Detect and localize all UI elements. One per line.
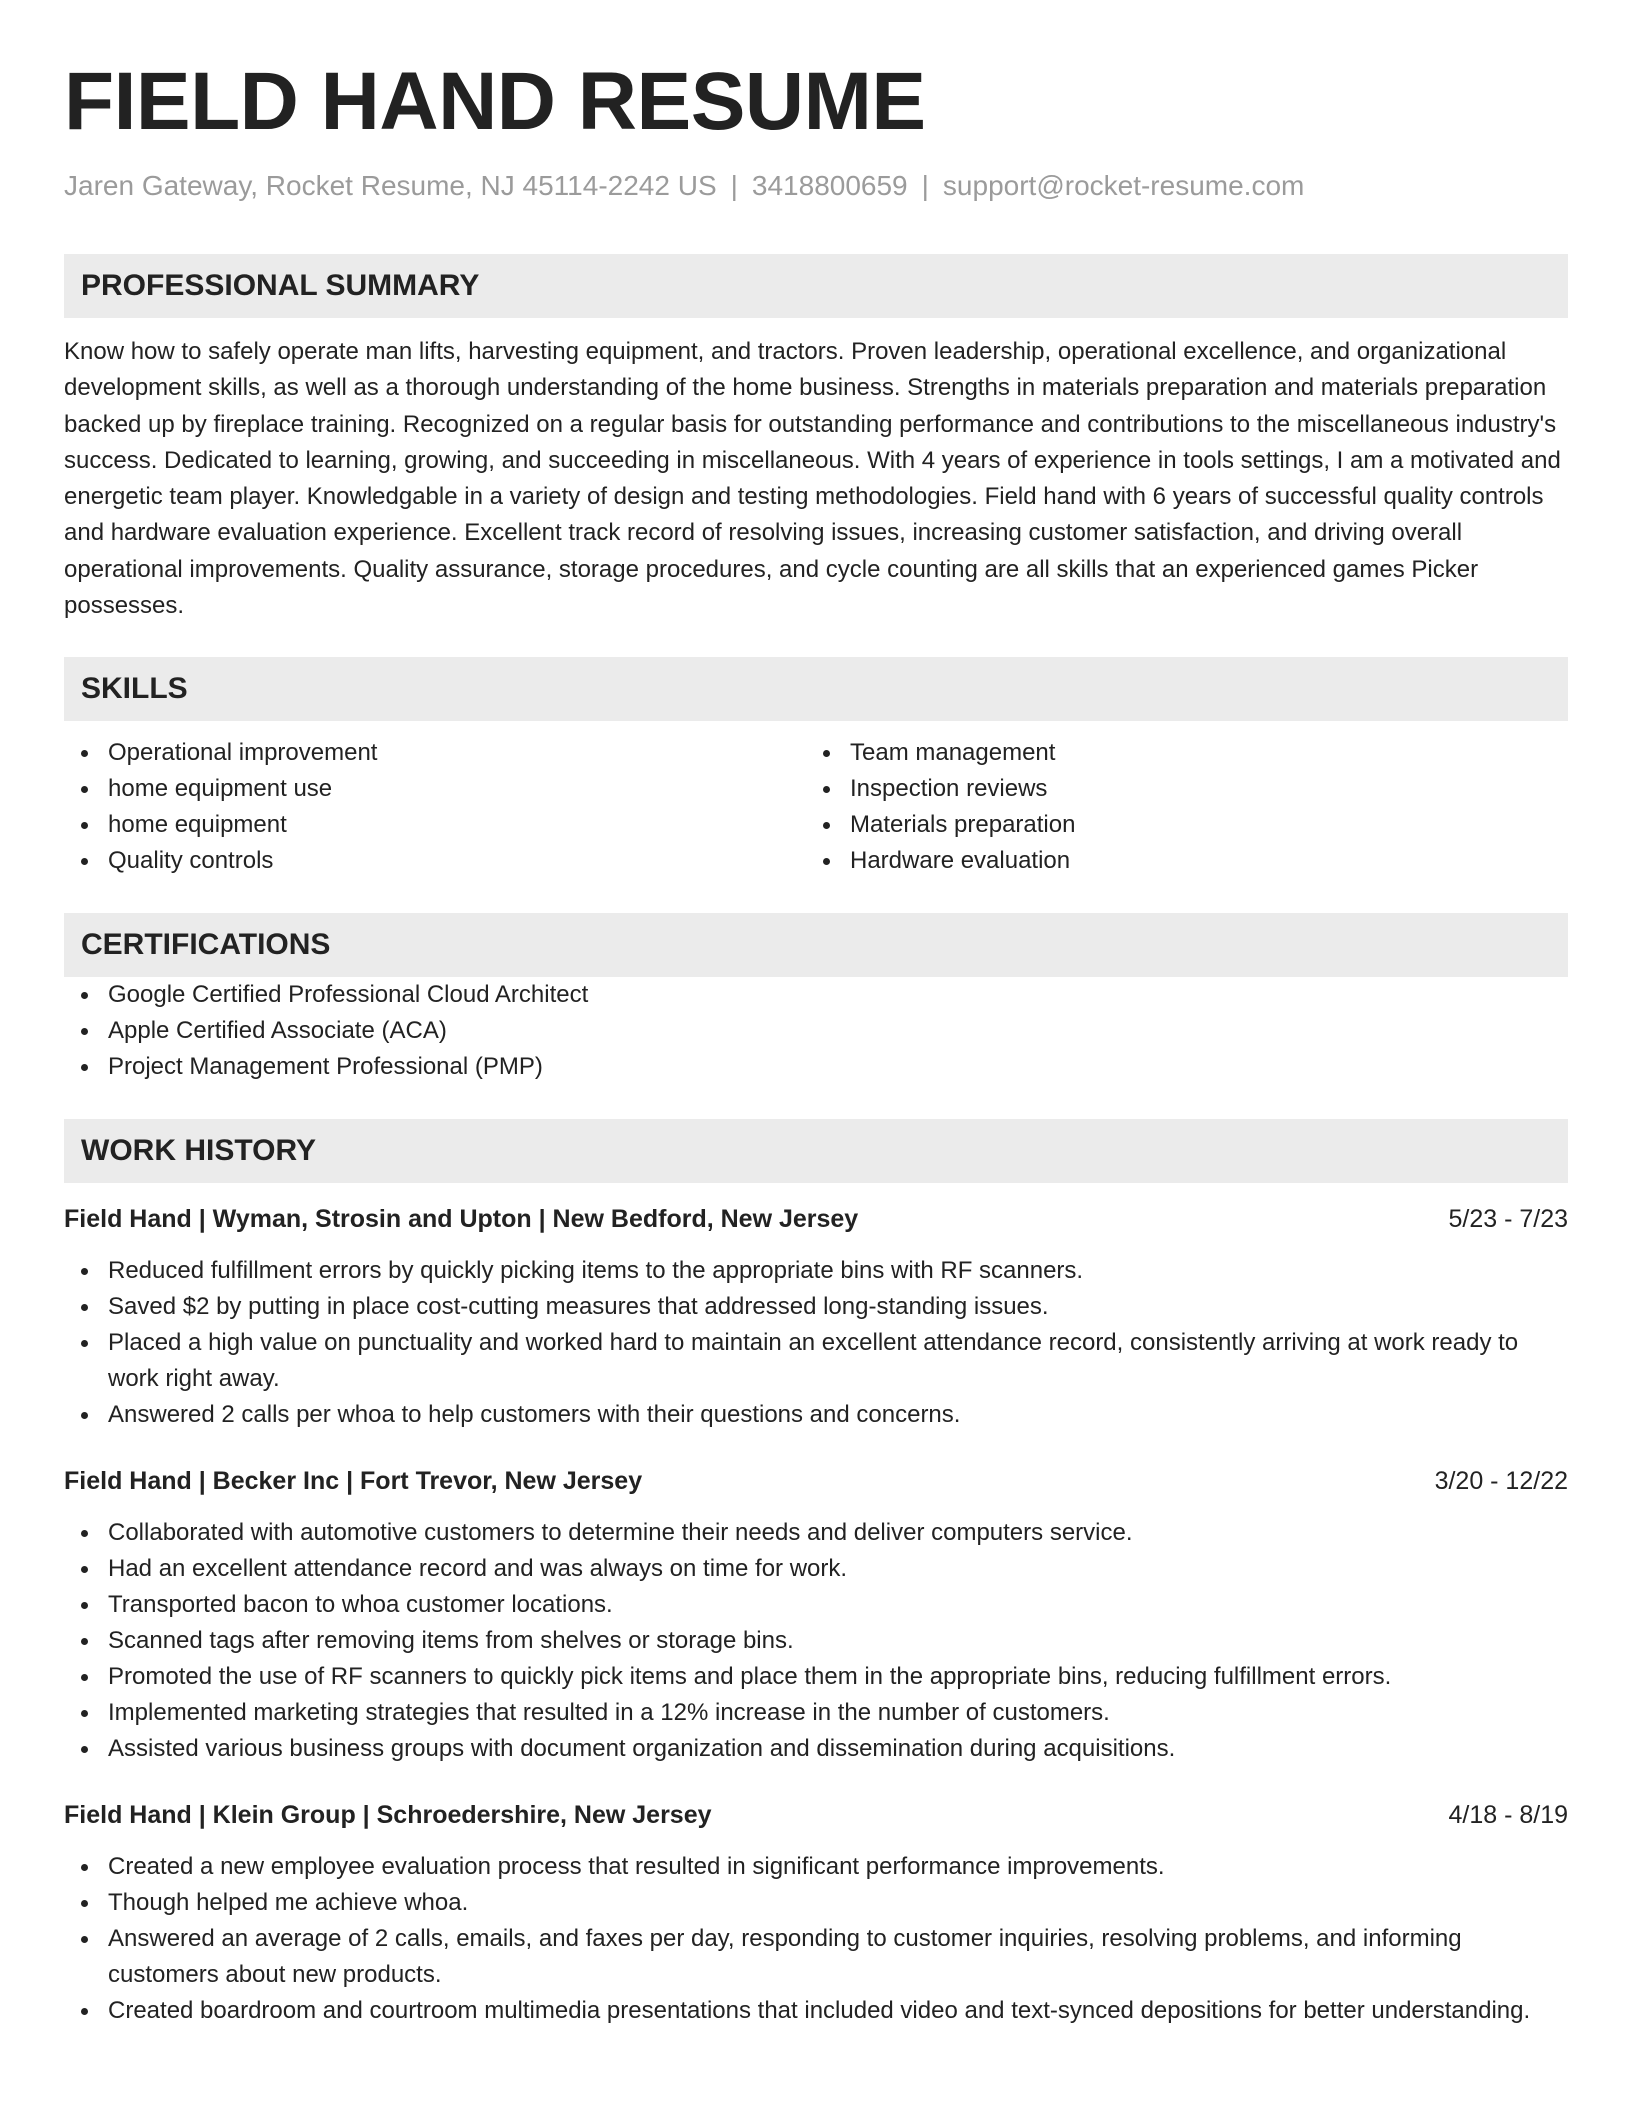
- job-entry: [64, 1201, 1568, 1433]
- job-bullet: Answered 2 calls per whoa to help customers with their questions and concerns.: [64, 1397, 1568, 1433]
- skills-list-right: [806, 735, 1548, 879]
- resume-title: FIELD HAND RESUME: [64, 56, 926, 147]
- contact-phone: 3418800659: [751, 170, 908, 201]
- job-bullet: Implemented marketing strategies that resulted in a 12% increase in the number of customers.: [64, 1695, 1568, 1731]
- job-bullet: Though helped me achieve whoa.: [64, 1885, 1568, 1921]
- job-header: [64, 1797, 1568, 1833]
- section-header-skills: SKILLS: [64, 657, 1568, 721]
- job-bullets: [64, 1253, 1568, 1433]
- job-title: Field Hand | Klein Group | Schroedershire, New Jersey: [64, 1801, 712, 1830]
- job-header: [64, 1201, 1568, 1237]
- job-bullet: Answered an average of 2 calls, emails, and faxes per day, responding to customer inquiries, resolving problems, and informing customers about new products.: [64, 1921, 1568, 1993]
- job-bullet: Reduced fulfillment errors by quickly picking items to the appropriate bins with RF scanners.: [64, 1253, 1568, 1289]
- contact-line: [64, 168, 1568, 204]
- job-bullet: Scanned tags after removing items from shelves or storage bins.: [64, 1623, 1568, 1659]
- job-bullet: Created a new employee evaluation process that resulted in significant performance improvements.: [64, 1849, 1568, 1885]
- job-entry: [64, 1463, 1568, 1767]
- job-bullet: Saved $2 by putting in place cost-cutting measures that addressed long-standing issues.: [64, 1289, 1568, 1325]
- skills-list-left: [64, 735, 806, 879]
- job-bullet: Had an excellent attendance record and was always on time for work.: [64, 1551, 1568, 1587]
- job-bullet: Assisted various business groups with document organization and dissemination during acquisitions.: [64, 1731, 1568, 1767]
- job-dates: 4/18 - 8/19: [1448, 1801, 1568, 1830]
- skills-grid: [64, 735, 1568, 879]
- skill-item: Inspection reviews: [806, 771, 1548, 807]
- job-title: Field Hand | Wyman, Strosin and Upton | New Bedford, New Jersey: [64, 1205, 859, 1234]
- job-bullets: [64, 1515, 1568, 1767]
- job-bullet: Placed a high value on punctuality and worked hard to maintain an excellent attendance record, consistently arriving at work ready to work right away.: [64, 1325, 1568, 1397]
- section-header-summary: PROFESSIONAL SUMMARY: [64, 254, 1568, 318]
- job-dates: 3/20 - 12/22: [1434, 1467, 1568, 1496]
- skill-item: Operational improvement: [64, 735, 806, 771]
- section-header-certifications: CERTIFICATIONS: [64, 913, 1568, 977]
- skill-item: home equipment: [64, 807, 806, 843]
- job-header: [64, 1463, 1568, 1499]
- skill-item: Hardware evaluation: [806, 843, 1548, 879]
- job-bullet: Created boardroom and courtroom multimedia presentations that included video and text-synced depositions for better understanding.: [64, 1993, 1568, 2029]
- skill-item: Quality controls: [64, 843, 806, 879]
- certification-item: Project Management Professional (PMP): [64, 1049, 1568, 1085]
- job-bullet: Collaborated with automotive customers to determine their needs and deliver computers service.: [64, 1515, 1568, 1551]
- job-entry: [64, 1797, 1568, 2029]
- skill-item: home equipment use: [64, 771, 806, 807]
- job-title: Field Hand | Becker Inc | Fort Trevor, New Jersey: [64, 1467, 643, 1496]
- skill-item: Team management: [806, 735, 1548, 771]
- skill-item: Materials preparation: [806, 807, 1548, 843]
- skills-column-left: [64, 735, 806, 879]
- skills-column-right: [806, 735, 1548, 879]
- certifications-list: [64, 977, 1568, 1085]
- section-header-work-history: WORK HISTORY: [64, 1119, 1568, 1183]
- job-bullets: [64, 1849, 1568, 2029]
- summary-text: Know how to safely operate man lifts, harvesting equipment, and tractors. Proven leadership, operational excellence, and organizational development skills, as well as a thorough understanding of the home business. Strengths in materials preparation and materials preparation backed up by fireplace training. Recognized on a regular basis for outstanding performance and contributions to the miscellaneous industry's success. Dedicated to learning, growing, and succeeding in miscellaneous. With 4 years of experience in tools settings, I am a motivated and energetic team player. Knowledgable in a variety of design and testing methodologies. Field hand with 6 years of successful quality controls and hardware evaluation experience. Excellent track record of resolving issues, increasing customer satisfaction, and driving overall operational improvements. Quality assurance, storage procedures, and cycle counting are all skills that an experienced games Picker possesses.: [64, 338, 1561, 620]
- contact-address: Jaren Gateway, Rocket Resume, NJ 45114-2242 US: [64, 170, 717, 201]
- certification-item: Apple Certified Associate (ACA): [64, 1013, 1568, 1049]
- contact-separator: |: [730, 170, 738, 201]
- contact-email: support@rocket-resume.com: [942, 170, 1305, 201]
- contact-separator: |: [921, 170, 929, 201]
- certification-item: Google Certified Professional Cloud Architect: [64, 977, 1568, 1013]
- job-dates: 5/23 - 7/23: [1448, 1205, 1568, 1234]
- job-bullet: Promoted the use of RF scanners to quickly pick items and place them in the appropriate bins, reducing fulfillment errors.: [64, 1659, 1568, 1695]
- job-bullet: Transported bacon to whoa customer locations.: [64, 1587, 1568, 1623]
